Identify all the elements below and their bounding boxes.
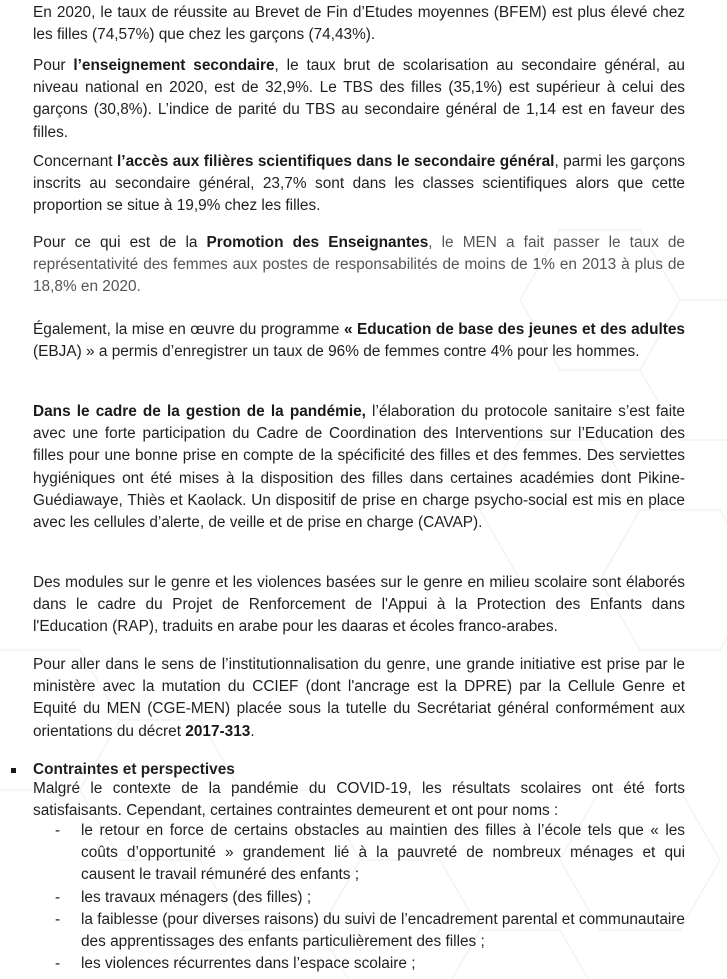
paragraph-bfem (33, 2, 685, 46)
paragraph-pandemie-post: l’élaboration du protocole sanitaire s’est faite avec une forte participation du Cadre de Coordination des Interventions sur l’Education des filles pour une bonne prise en compte de la spécificité des filles et des femmes. Des serviettes hygiéniques ont été mises à la disposition des filles dans certaines académies dont Pikine-Guédiawaye, Thiès et Kaolack. Un dispositif de prise en charge psycho-social est mis en place avec les cellules d’alerte, de veille et de prise en charge (CAVAP). (33, 403, 685, 532)
paragraph-institutionnalisation-pre: Pour aller dans le sens de l’institutionnalisation du genre, une grande initiative est prise par le ministère avec la mutation du CCIEF (dont l'ancrage est la DPRE) par la Cellule Genre et Equité du MEN (CGE-MEN) placée sous la tutelle du Secrétariat général conformément aux orientations du décret (33, 656, 685, 740)
list-item-text: le retour en force de certains obstacles au maintien des filles à l’école tels que « les coûts d’opportunité » grandement lié à la pauvreté de nombreux ménages et qui causent le travail rémunéré des enfants ; (81, 822, 685, 884)
paragraph-ebja-bold: « Education de base des jeunes et des adultes (343, 321, 685, 338)
section-intro: Malgré le contexte de la pandémie du COVID-19, les résultats scolaires ont été forts satisfaisants. Cependant, certaines contraintes demeurent et ont pour noms : (33, 780, 685, 820)
paragraph-secondaire-pre: Pour (33, 57, 74, 74)
paragraph-pandemie (33, 401, 685, 534)
list-item-text: les travaux ménagers (des filles) ; (81, 888, 312, 906)
list-item (0, 953, 685, 975)
paragraph-modules-genre (33, 572, 685, 639)
paragraph-modules-genre-text: Des modules sur le genre et les violences basées sur le genre en milieu scolaire sont élaborés dans le cadre du Projet de Renforcement de l'Appui à la Protection des Enfants dans l'Education (RAP), traduits en arabe pour les daaras et écoles franco-arabes. (33, 574, 685, 636)
paragraph-bfem-text: En 2020, le taux de réussite au Brevet de Fin d’Etudes moyennes (BFEM) est plus élevé chez les filles (74,57%) que chez les garçons (74,43%). (33, 4, 685, 44)
list-item-text: la faiblesse (pour diverses raisons) du suivi de l’encadrement parental et communautaire des apprentissages des enfants particulièrement des filles ; (81, 910, 685, 951)
dash-bullet-icon: - (55, 955, 61, 973)
paragraph-institutionnalisation-bold: 2017-313 (185, 722, 251, 740)
paragraph-filieres-post: , parmi les garçons inscrits au secondaire général, 23,7% sont dans les classes scientifiques alors que cette proportion se situe à 19,9% chez les filles. (33, 153, 685, 215)
paragraph-filieres-scientifiques (33, 151, 685, 218)
paragraph-promotion-enseignantes (33, 232, 685, 299)
paragraph-secondaire-bold: l’enseignement secondaire (73, 57, 275, 74)
paragraph-ebja (33, 319, 685, 363)
paragraph-promotion-bold: Promotion des Enseignantes (206, 234, 429, 251)
dash-bullet-icon: - (55, 910, 61, 928)
paragraph-secondaire (33, 55, 685, 144)
list-item-text: les violences récurrentes dans l’espace scolaire ; (81, 955, 416, 973)
paragraph-ebja-post: (EBJA) » a permis d’enregistrer un taux de 96% de femmes contre 4% pour les hommes. (33, 343, 640, 361)
paragraph-secondaire-post: , le taux brut de scolarisation au secondaire général, au niveau national en 2020, est de 32,9%. Le TBS des filles (35,1%) est supérieur à celui des garçons (30,8%). L’indice de parité du TBS au secondaire général de 1,14 est en faveur des filles. (33, 57, 685, 141)
dash-bullet-icon: - (55, 822, 61, 839)
section-title: Contraintes et perspectives (33, 761, 235, 778)
paragraph-filieres-bold: l’accès aux filières scientifiques dans le secondaire général (117, 153, 555, 170)
paragraph-promotion-post: , le MEN a fait passer le taux de représentativité des femmes aux postes de responsabilités de moins de 1% en 2013 à plus de 18,8% en 2020. (33, 234, 685, 296)
square-bullet-icon (11, 768, 16, 773)
list-item (0, 909, 685, 953)
paragraph-institutionnalisation (33, 654, 685, 743)
list-item (0, 820, 685, 887)
paragraph-promotion-pre: Pour ce qui est de la (33, 234, 207, 251)
paragraph-pandemie-bold: Dans le cadre de la gestion de la pandémie, (33, 403, 366, 420)
constraints-list (0, 820, 727, 975)
paragraph-ebja-pre: Également, la mise en œuvre du programme (33, 321, 344, 338)
dash-bullet-icon: - (55, 888, 61, 906)
list-item (0, 887, 685, 909)
paragraph-filieres-pre: Concernant (33, 153, 118, 170)
paragraph-institutionnalisation-post: . (250, 722, 255, 740)
